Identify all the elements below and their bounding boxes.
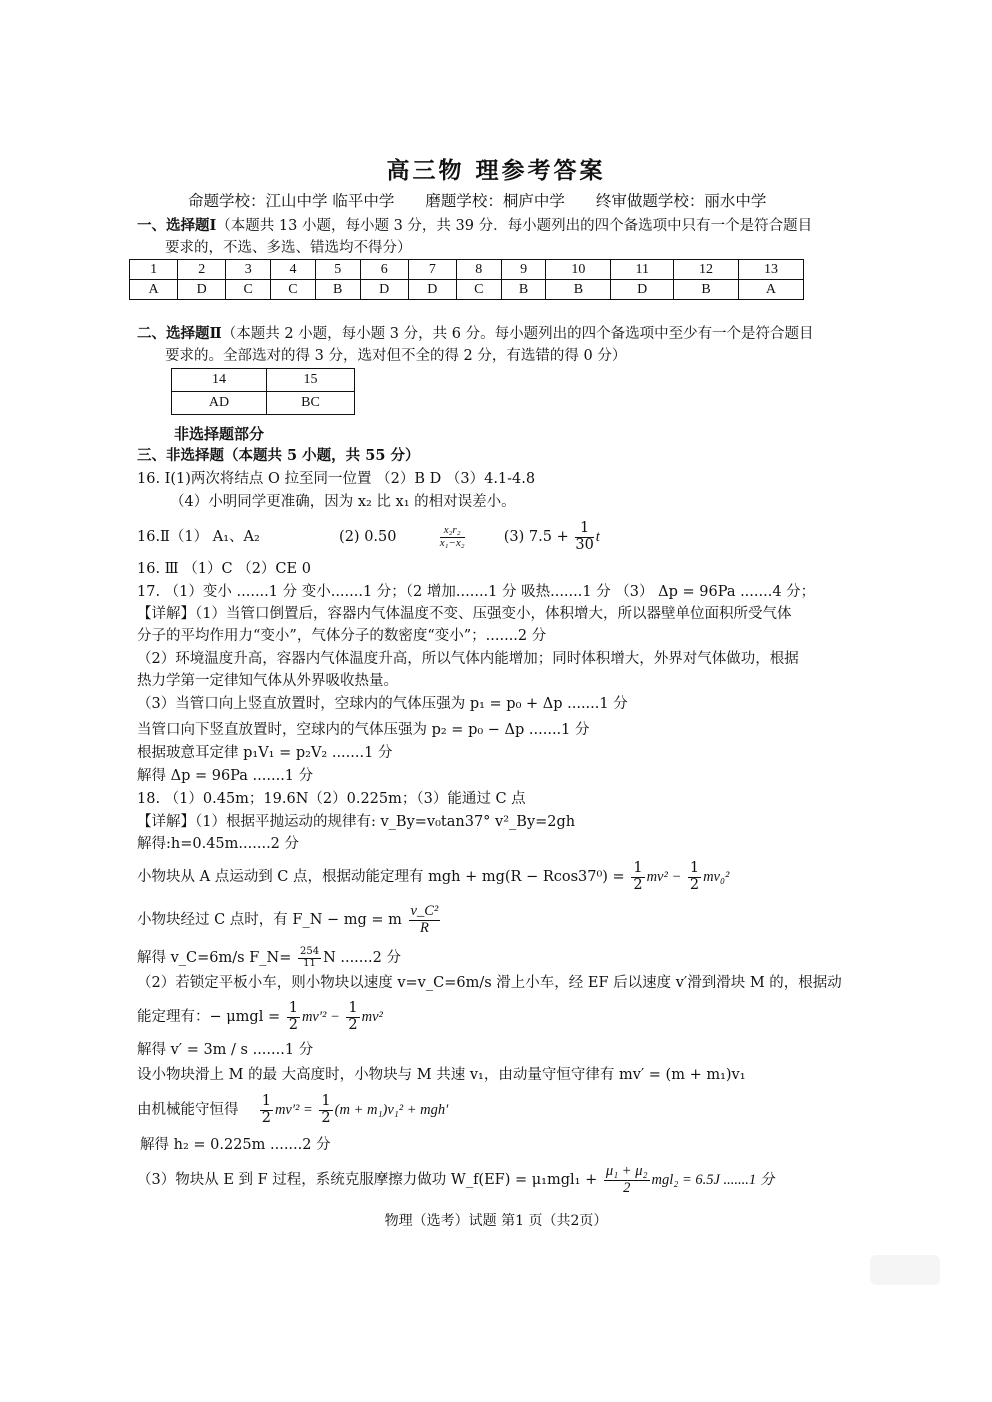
section1-heading-line: [137, 216, 812, 236]
q18-line6-tail: N .......2 分: [323, 950, 401, 966]
q18-line13-text: （3）物块从 E 到 F 过程，系统克服摩擦力做功 W_f(EF) = μ₁mgl₁ +: [137, 1172, 598, 1188]
q18-line11-text: 由机械能守恒得: [137, 1102, 239, 1118]
q17-line8: 根据玻意耳定律 p₁V₁ = p₂V₂ .......1 分: [137, 745, 393, 761]
q18-line4-text: 小物块从 A 点运动到 C 点，根据动能定理有 mgh + mg(R − Rcos37⁰) =: [137, 869, 625, 885]
fraction-denominator: 2: [689, 876, 700, 893]
q18-line2: 【详解】（1）根据平抛运动的规律有: v_By=v₀tan37° v²_By=2gh: [137, 814, 576, 830]
q18-line4-term: mv₀²: [703, 869, 730, 885]
fraction-numerator: 1: [633, 860, 643, 877]
table-cell: A: [130, 280, 178, 300]
fraction-numerator: 1: [348, 1000, 358, 1017]
table-cell: A: [738, 280, 803, 300]
fraction-denominator: 2: [321, 1109, 331, 1126]
q18-line13: [137, 1160, 774, 1200]
table-cell: C: [226, 280, 271, 300]
table-cell: 9: [501, 260, 546, 280]
table-cell: 7: [408, 260, 456, 280]
fraction-denominator: R: [419, 919, 429, 936]
q17-line1: 17. （1）变小 .......1 分 变小.......1 分；（2 增加.......1 分 吸热.......1 分 （3） Δp = 96Pa .......4 分；: [137, 584, 816, 600]
q16-ii-tail: t: [595, 529, 600, 545]
table-cell: 13: [738, 260, 803, 280]
table-cell: B: [674, 280, 739, 300]
table-cell: D: [408, 280, 456, 300]
page-title: 高三物 理参考答案: [386, 157, 606, 184]
q18-line7: （2）若锁定平板小车，则小物块以速度 v=v_C=6m/s 滑上小车，经 EF 后以速度 v′滑到滑块 M 的，根据动: [137, 975, 842, 991]
table-cell: 12: [674, 260, 739, 280]
q17-line5: 热力学第一定律知气体从外界吸收热量。: [137, 673, 398, 689]
half-fraction: [688, 861, 701, 892]
fraction-numerator: 1: [689, 860, 700, 877]
q16-iii-line: 16. Ⅲ （1）C （2）CE 0: [137, 561, 311, 577]
q18-line10: 设小物块滑上 M 的最 大高度时，小物块与 M 共速 v₁，由动量守恒守律有 mv′ = (m + m₁)v₁: [137, 1067, 746, 1083]
table-cell: 4: [271, 260, 316, 280]
table-cell: D: [178, 280, 226, 300]
table-row: [172, 369, 355, 392]
answer-table-2: [171, 368, 355, 415]
half-fraction: [260, 1094, 273, 1125]
table-cell: B: [315, 280, 360, 300]
q18-line9: 解得 v′ = 3m / s .......1 分: [137, 1042, 314, 1058]
table-row: [130, 260, 804, 280]
q17-line9: 解得 Δp = 96Pa .......1 分: [137, 768, 314, 784]
page-footer: 物理（选考）试题 第1 页（共2页）: [384, 1213, 608, 1229]
q16-ii-part1: 16.Ⅱ（1） A₁、A₂: [137, 529, 260, 545]
table-cell: AD: [172, 392, 267, 415]
section2-heading: 二、选择题Ⅱ: [137, 325, 222, 342]
table-cell: BC: [266, 392, 354, 415]
q18-line5: [137, 900, 442, 940]
q18-line6-text: 解得 v_C=6m/s F_N=: [137, 950, 292, 966]
fraction-numerator: 1: [575, 521, 593, 537]
table-cell: C: [456, 280, 501, 300]
nonchoice-part-heading: 非选择题部分: [174, 425, 265, 443]
fraction-denominator: 11: [303, 957, 316, 969]
fraction-denominator: 2: [288, 1016, 298, 1033]
half-fraction: [631, 861, 644, 892]
table-cell: B: [501, 280, 546, 300]
section1-desc1: （本题共 13 小题，每小题 3 分，共 39 分．每小题列出的四个备选项中只有一个是符合题目: [216, 218, 813, 234]
table-cell: 8: [456, 260, 501, 280]
answer-table-1: [129, 259, 804, 300]
table-cell: 15: [266, 369, 354, 392]
fraction-denominator: 30: [575, 536, 594, 553]
section2-desc1: （本题共 2 小题，每小题 3 分，共 6 分。每小题列出的四个备选项中至少有一个是符合题目: [221, 326, 814, 342]
fraction-denominator: 2: [261, 1109, 271, 1126]
mu-fraction: [604, 1164, 650, 1195]
q16-ii-part3: (3) 7.5 +: [503, 529, 569, 545]
table-cell: 5: [315, 260, 360, 280]
q18-line12: 解得 h₂ = 0.225m .......2 分: [140, 1137, 331, 1153]
table-cell: 14: [172, 369, 267, 392]
q18-line8-term: mv′² −: [301, 1009, 340, 1025]
fraction-numerator: 1: [321, 1093, 331, 1110]
q18-line11-term: mv′² =: [274, 1102, 313, 1118]
q16-ii-fraction-2: [575, 521, 593, 552]
table-row: [172, 392, 355, 415]
table-cell: 10: [546, 260, 611, 280]
section1-desc2: 要求的，不选、多选、错选均不得分）: [165, 240, 412, 256]
q18-line8-text: 能定理有：− μmgl =: [137, 1009, 281, 1025]
fraction-numerator: 254: [299, 946, 320, 957]
school-info: [188, 189, 792, 211]
half-fraction: [319, 1094, 332, 1125]
half-fraction: [346, 1001, 359, 1032]
q17-line6: （3）当管口向上竖直放置时，空球内的气体压强为 p₁ = p₀ + Δp .......1 分: [137, 696, 628, 712]
table-row: [130, 280, 804, 300]
q18-line6: [137, 942, 401, 974]
q17-line2: 【详解】（1）当管口倒置后，容器内气体温度不变、压强变小，体积增大，所以器壁单位面积所受气体: [137, 606, 792, 622]
q17-line7: 当管口向下竖直放置时，空球内的气体压强为 p₂ = p₀ − Δp .......1 分: [137, 722, 590, 738]
q18-line5-text: 小物块经过 C 点时，有 F_N − mg = m: [137, 912, 402, 928]
section2-desc2: 要求的。全部选对的得 3 分，选对但不全的得 2 分，有选错的得 0 分）: [165, 348, 627, 364]
vc-fraction: [409, 904, 441, 935]
fraction-denominator: 2: [348, 1016, 358, 1033]
table-cell: 1: [130, 260, 178, 280]
q18-line11: [137, 1090, 448, 1130]
fn-fraction: [298, 947, 321, 969]
q18-line8-term: mv²: [361, 1009, 383, 1025]
q16-ii-fraction: [440, 525, 465, 549]
q18-line8: [137, 997, 383, 1037]
proposer-school: 命题学校：江山中学 临平中学: [188, 192, 395, 210]
q18-line3: 解得:h=0.45m.......2 分: [137, 836, 300, 852]
q18-line4: [137, 857, 729, 897]
fraction-numerator: 1: [261, 1093, 271, 1110]
table-cell: C: [271, 280, 316, 300]
section3-heading: 三、非选择题（本题共 5 小题，共 55 分）: [137, 447, 420, 464]
q18-line11-term: (m + m₁)v₁² + mgh′: [334, 1102, 449, 1118]
q16-line1: 16. Ⅰ(1)两次将结点 O 拉至同一位置 （2）B D （3）4.1-4.8: [137, 471, 536, 487]
q16-line2: （4）小明同学更准确，因为 x₂ 比 x₁ 的相对误差小。: [170, 494, 516, 510]
fraction-numerator: 1: [288, 1000, 298, 1017]
fraction-numerator: x₂r₂: [440, 525, 465, 538]
q18-line13-tail: mgl₂ = 6.5J .......1 分: [651, 1172, 775, 1188]
table-cell: 6: [360, 260, 408, 280]
fraction-numerator: μ₁ + μ₂: [605, 1163, 648, 1180]
q17-line4: （2）环境温度升高，容器内气体温度升高，所以气体内能增加；同时体积增大，外界对气体做功，根据: [137, 651, 799, 667]
table-cell: D: [611, 280, 674, 300]
fraction-denominator: 2: [623, 1179, 631, 1196]
table-cell: 2: [178, 260, 226, 280]
table-cell: B: [546, 280, 611, 300]
fraction-denominator: x₁−x₂: [439, 536, 465, 549]
table-cell: 3: [226, 260, 271, 280]
q18-line4-term: mv² −: [646, 869, 682, 885]
half-fraction: [287, 1001, 300, 1032]
section1-heading: 一、选择题Ⅰ: [137, 217, 217, 234]
q16-ii-line: [137, 517, 600, 557]
q16-ii-part2: (2) 0.50: [339, 529, 397, 545]
section2-heading-line: [137, 324, 814, 344]
q17-line3: 分子的平均作用力“变小”，气体分子的数密度“变小”；.......2 分: [137, 628, 547, 644]
polisher-school: 磨题学校：桐庐中学: [425, 192, 565, 210]
fraction-numerator: v_C²: [410, 903, 439, 920]
reviewer-school: 终审做题学校：丽水中学: [595, 192, 767, 210]
fraction-denominator: 2: [633, 876, 643, 893]
table-cell: 11: [611, 260, 674, 280]
table-cell: D: [360, 280, 408, 300]
q18-line1: 18. （1）0.45m；19.6N（2）0.225m；（3）能通过 C 点: [137, 791, 526, 807]
faint-watermark: [870, 1255, 940, 1285]
